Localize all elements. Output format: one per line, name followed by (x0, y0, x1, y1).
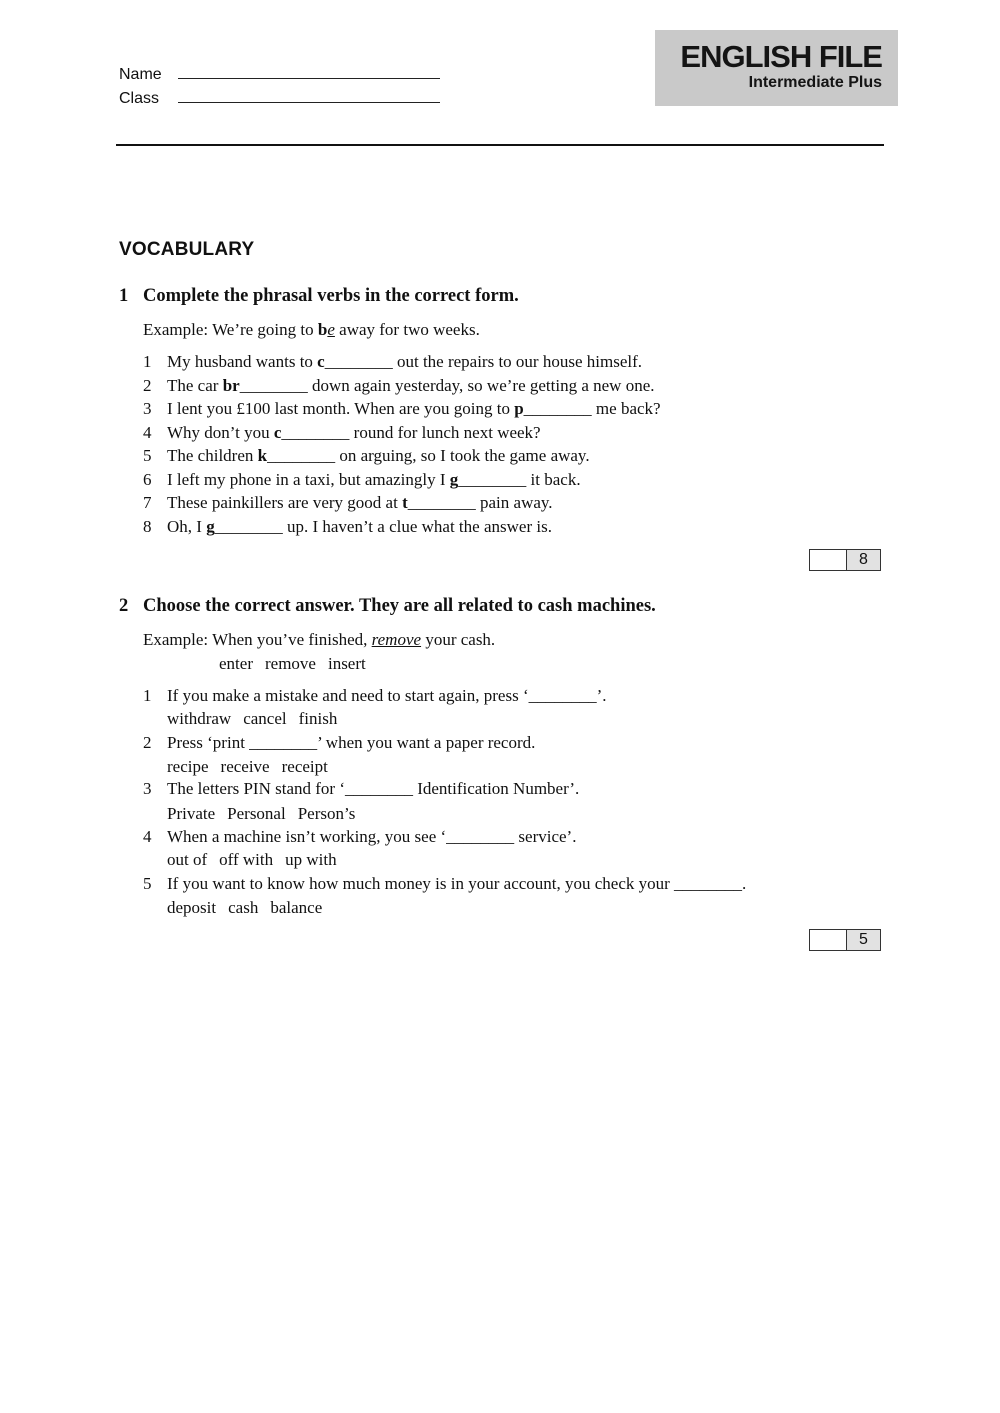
answer-blank[interactable]: ________ pain away. (407, 493, 553, 512)
exercise-1-instruction: Complete the phrasal verbs in the correct form. (143, 286, 519, 306)
answer-options (167, 757, 340, 777)
list-item: 2 Press ‘print ________’ when you want a paper record. (143, 733, 536, 752)
list-item: 3 The letters PIN stand for ‘________ Identification Number’. (143, 779, 580, 798)
example-options: enter remove insert (219, 654, 366, 673)
list-item: 5 If you want to know how much money is in your account, you check your ________. (143, 874, 747, 893)
option[interactable]: out of (167, 850, 208, 869)
score-total: 5 (847, 930, 880, 950)
answer-blank[interactable]: ________ it back. (458, 469, 581, 489)
name-label: Name (119, 66, 162, 83)
list-item: 2 The car br________ down again yesterday, so we’re getting a new one. (143, 375, 655, 395)
option[interactable]: finish (298, 709, 338, 728)
list-item: 4 When a machine isn’t working, you see ‘________ service’. (143, 827, 577, 846)
option[interactable]: Personal (227, 804, 286, 823)
answer-options (167, 898, 334, 918)
score-total: 8 (847, 550, 880, 570)
score-box-exercise-2 (809, 929, 881, 951)
name-row (119, 63, 440, 84)
answer-blank[interactable]: ________ round for lunch next week? (281, 422, 541, 442)
option[interactable]: receipt (281, 757, 328, 776)
option[interactable]: withdraw (167, 709, 232, 728)
list-item: 3 I lent you £100 last month. When are you going to p________ me back? (143, 399, 661, 418)
answer-blank[interactable]: ________ up. I haven’t a clue what the answer is. (214, 516, 552, 536)
option[interactable]: receive (220, 757, 270, 776)
exercise-1-number: 1 (119, 286, 129, 306)
option[interactable]: deposit (167, 898, 217, 917)
answer-blank[interactable]: ________ on arguing, so I took the game away. (267, 446, 590, 465)
class-label: Class (119, 90, 160, 107)
option[interactable]: cancel (243, 709, 287, 728)
name-field[interactable] (178, 63, 440, 79)
list-item: 8 Oh, I g________ up. I haven’t a clue what the answer is. (143, 516, 552, 536)
option[interactable]: cash (228, 898, 259, 917)
answer-blank[interactable]: ________ me back? (523, 399, 661, 418)
exercise-2-instruction: Choose the correct answer. They are all related to cash machines. (143, 596, 656, 616)
option[interactable]: off with (219, 850, 274, 869)
answer-options (167, 709, 349, 729)
option[interactable]: Private (167, 804, 216, 823)
list-item: 7 These painkillers are very good at t________ pain away. (143, 493, 553, 512)
answer-options (167, 804, 367, 824)
list-item: 6 I left my phone in a taxi, but amazingly I g________ it back. (143, 469, 581, 489)
exercise-2-example: Example: When you’ve finished, remove your cash. (143, 630, 496, 649)
answer-blank[interactable]: ________ out the repairs to our house himself. (324, 352, 642, 371)
option[interactable]: Person’s (297, 804, 356, 823)
exercise-2-number: 2 (119, 596, 129, 616)
list-item: 5 The children k________ on arguing, so I took the game away. (143, 446, 590, 465)
list-item: 1 If you make a mistake and need to start again, press ‘________’. (143, 686, 607, 705)
brand-subtitle: Intermediate Plus (748, 74, 882, 91)
brand-title: ENGLISH FILE (680, 39, 882, 74)
option[interactable]: balance (270, 898, 323, 917)
class-row (119, 87, 440, 108)
score-input[interactable] (810, 550, 847, 570)
example-answer: remove (371, 630, 422, 649)
exercise-2-heading (119, 596, 656, 617)
list-item: 1 My husband wants to c________ out the repairs to our house himself. (143, 352, 642, 371)
class-field[interactable] (178, 87, 440, 103)
brand-logo (655, 30, 898, 106)
exercise-1-heading (119, 286, 519, 307)
header-divider (116, 144, 884, 146)
exercise-1-example: Example: We’re going to be away for two weeks. (143, 320, 480, 339)
option[interactable]: recipe (167, 757, 209, 776)
answer-options (167, 850, 349, 870)
score-input[interactable] (810, 930, 847, 950)
answer-blank[interactable]: ________ down again yesterday, so we’re getting a new one. (239, 375, 655, 395)
example-answer: e (327, 320, 335, 339)
section-title: VOCABULARY (119, 239, 255, 260)
list-item: 4 Why don’t you c________ round for lunch next week? (143, 422, 541, 442)
option[interactable]: up with (285, 850, 337, 869)
score-box-exercise-1 (809, 549, 881, 571)
